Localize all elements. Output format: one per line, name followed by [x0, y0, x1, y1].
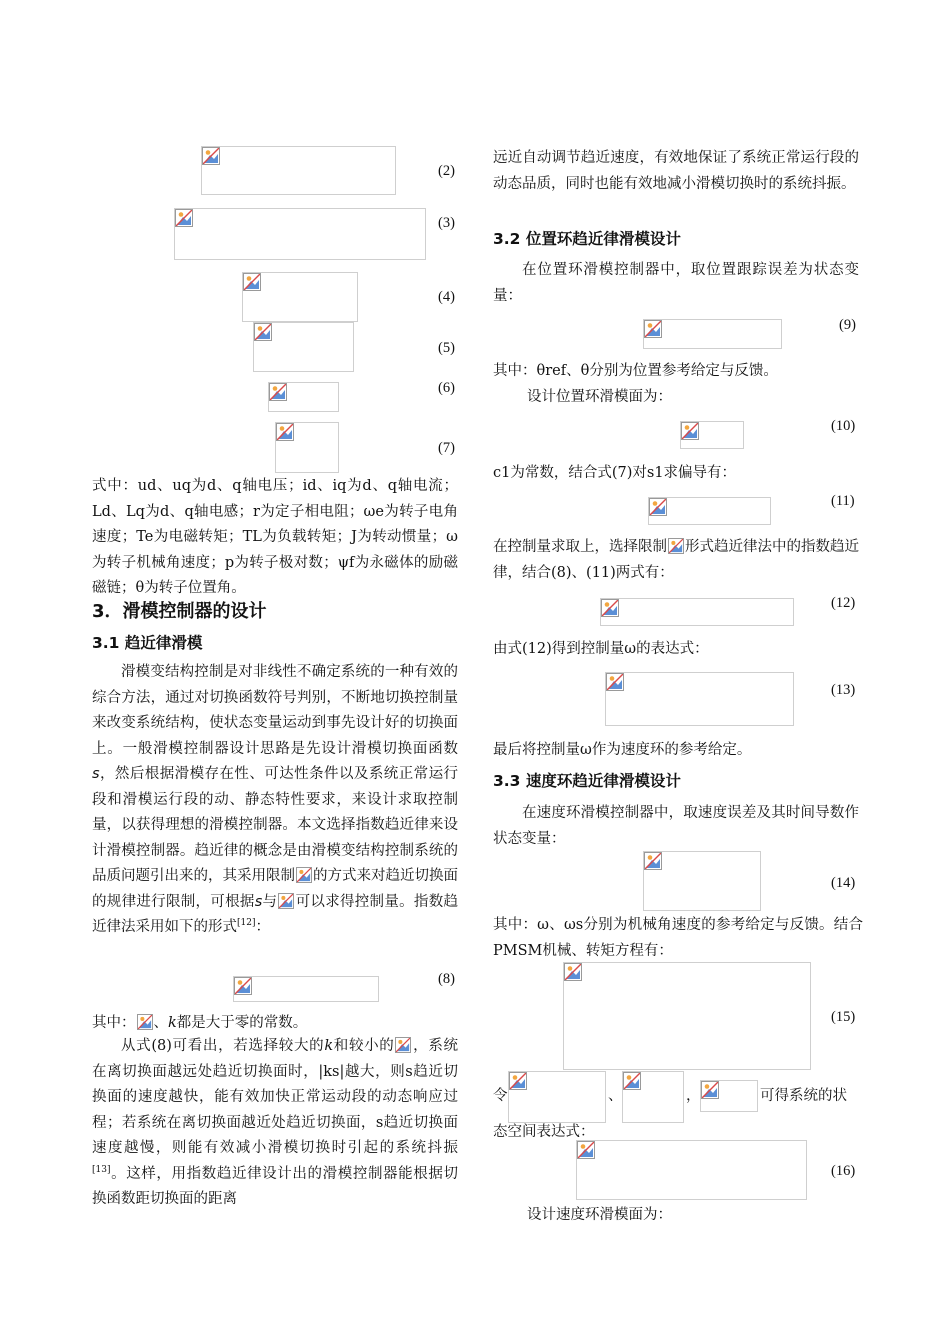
- section-3-1-title: 3.1 趋近律滑模: [92, 634, 203, 652]
- section-3-2-paragraph: 在位置环滑模控制器中，取位置跟踪误差为状态变量：: [493, 262, 859, 304]
- symbols-paragraph: 式中：ud、uq为d、q轴电压；id、iq为d、q轴电流；Ld、Lq为d、q轴电感；r为定子相电阻；ωe为转子电角速度；Te为电磁转矩；TL为负载转矩；J为转动惯量；ω为转子机械角速度；p为转子极对数；ψf为永磁体的励磁磁链；θ为转子位置角。: [92, 478, 458, 596]
- equation-number-9: (9): [839, 317, 856, 333]
- state-space-label: 态空间表达式：: [493, 1124, 595, 1140]
- section-3-2-title: 3.2 位置环趋近律滑模设计: [493, 230, 681, 248]
- broken-image-icon: [234, 977, 252, 995]
- broken-image-icon: [254, 323, 272, 341]
- equation-number-10: (10): [831, 418, 856, 434]
- switching-function-s: s: [254, 893, 263, 910]
- equation-8-where: 其中： 、k都是大于零的常数。: [92, 1015, 308, 1031]
- equation-8-image: [233, 976, 379, 1002]
- broken-image-icon: [278, 893, 294, 909]
- equation-2-image: [201, 146, 396, 195]
- equation-number-11: (11): [831, 493, 855, 509]
- citation-12: [12]: [237, 918, 256, 929]
- section-3-title: 3．滑模控制器的设计: [92, 601, 267, 622]
- equation-9-image: [643, 319, 782, 349]
- equation-number-6: (6): [438, 380, 455, 396]
- broken-image-icon: [577, 1141, 595, 1159]
- section-3-3-title: 3.3 速度环趋近律滑模设计: [493, 772, 681, 790]
- let-separator-2: ，: [686, 1088, 701, 1104]
- broken-image-icon: [644, 320, 662, 338]
- equation-3-image: [174, 208, 426, 260]
- equation-number-7: (7): [438, 440, 455, 456]
- broken-image-icon: [137, 1014, 153, 1030]
- broken-image-icon: [296, 867, 312, 883]
- equation-8-analysis-paragraph: 从式(8)可看出，若选择较大的k和较小的 ，系统在离切换面越远处趋近切换面时，|ks|越大，则s趋近切换面的速度越快，能有效加快正常运动段的动态响应过程；若系统在离切换面越近处趋近切换面，s趋近切换面速度越慢，则能有效减小滑模切换时引起的系统抖振[13]。这样，用指数趋近律设计出的滑模控制器能根据切换函数距切换面的距离: [92, 1038, 459, 1207]
- equation-number-16: (16): [831, 1163, 856, 1179]
- broken-image-icon: [269, 383, 287, 401]
- section-3-1-paragraph: 滑模变结构控制是对非线性不确定系统的一种有效的综合方法，通过对切换函数符号判别，不断地切换控制量来改变系统结构，使状态变量运动到事先设计好的切换面上。一般滑模控制器设计思路是先设计滑模切换面函数s，然后根据滑模存在性、可达性条件以及系统正常运行段和滑模运行段的动、静态特性要求，来设计求取控制量，以获得理想的滑模控制器。本文选择指数趋近律来设计滑模控制器。趋近律的概念是由滑模变结构控制系统的品质问题引出来的，其采用限制 的方式来对趋近切换面的规律进行限制，可根据s与 可以求得控制量。指数趋近律法采用如下的形式[12]：: [92, 664, 459, 935]
- broken-image-icon: [701, 1081, 719, 1099]
- speed-sliding-surface-label: 设计速度环滑模面为：: [527, 1207, 672, 1223]
- broken-image-icon: [175, 209, 193, 227]
- speed-reference-line: 最后将控制量ω作为速度环的参考给定。: [493, 742, 752, 758]
- switching-function-s: s: [92, 766, 100, 782]
- equation-number-8: (8): [438, 971, 455, 987]
- equation-12-image: [600, 598, 794, 626]
- c1-constant-line: c1为常数，结合式(7)对s1求偏导有：: [493, 465, 737, 481]
- let-separator-1: 、: [608, 1088, 623, 1104]
- equation-number-15: (15): [831, 1009, 856, 1025]
- let-suffix: 可得系统的状: [760, 1088, 847, 1104]
- continued-paragraph: 远近自动调节趋近速度，有效地保证了系统正常运行段的动态品质，同时也能有效地减小滑模切换时的系统抖振。: [493, 150, 859, 192]
- broken-image-icon: [623, 1072, 641, 1090]
- position-sliding-surface-label: 设计位置环滑模面为：: [527, 389, 672, 405]
- equation-14-where: 其中：ω、ωs分别为机械角速度的参考给定与反馈。结合PMSM机械、转矩方程有：: [493, 917, 863, 959]
- broken-image-icon: [606, 673, 624, 691]
- broken-image-icon: [202, 147, 220, 165]
- broken-image-icon: [649, 498, 667, 516]
- equation-number-13: (13): [831, 682, 856, 698]
- broken-image-icon: [564, 963, 582, 981]
- equation-15-image: [563, 962, 811, 1070]
- equation-number-14: (14): [831, 875, 856, 891]
- let-prefix: 令: [493, 1088, 508, 1104]
- broken-image-icon: [644, 852, 662, 870]
- broken-image-icon: [601, 599, 619, 617]
- equation-number-5: (5): [438, 340, 455, 356]
- equation-number-4: (4): [438, 289, 455, 305]
- equation-number-12: (12): [831, 595, 856, 611]
- equation-9-where: 其中：θref、θ分别为位置参考给定与反馈。: [493, 363, 778, 379]
- equation-number-3: (3): [438, 215, 455, 231]
- equation-13-image: [605, 672, 794, 726]
- broken-image-icon: [395, 1037, 411, 1053]
- equation-number-2: (2): [438, 163, 455, 179]
- equation-16-image: [576, 1140, 807, 1200]
- broken-image-icon: [509, 1072, 527, 1090]
- broken-image-icon: [668, 538, 684, 554]
- section-3-3-paragraph: 在速度环滑模控制器中，取速度误差及其时间导数作状态变量：: [493, 805, 859, 847]
- broken-image-icon: [243, 273, 261, 291]
- broken-image-icon: [681, 422, 699, 440]
- citation-13: [13]: [92, 1164, 111, 1175]
- control-selection-paragraph: 在控制量求取上，选择限制 形式趋近律法中的指数趋近律，结合(8)、(11)两式有：: [493, 539, 859, 581]
- control-omega-line: 由式(12)得到控制量ω的表达式：: [493, 641, 709, 657]
- broken-image-icon: [276, 423, 294, 441]
